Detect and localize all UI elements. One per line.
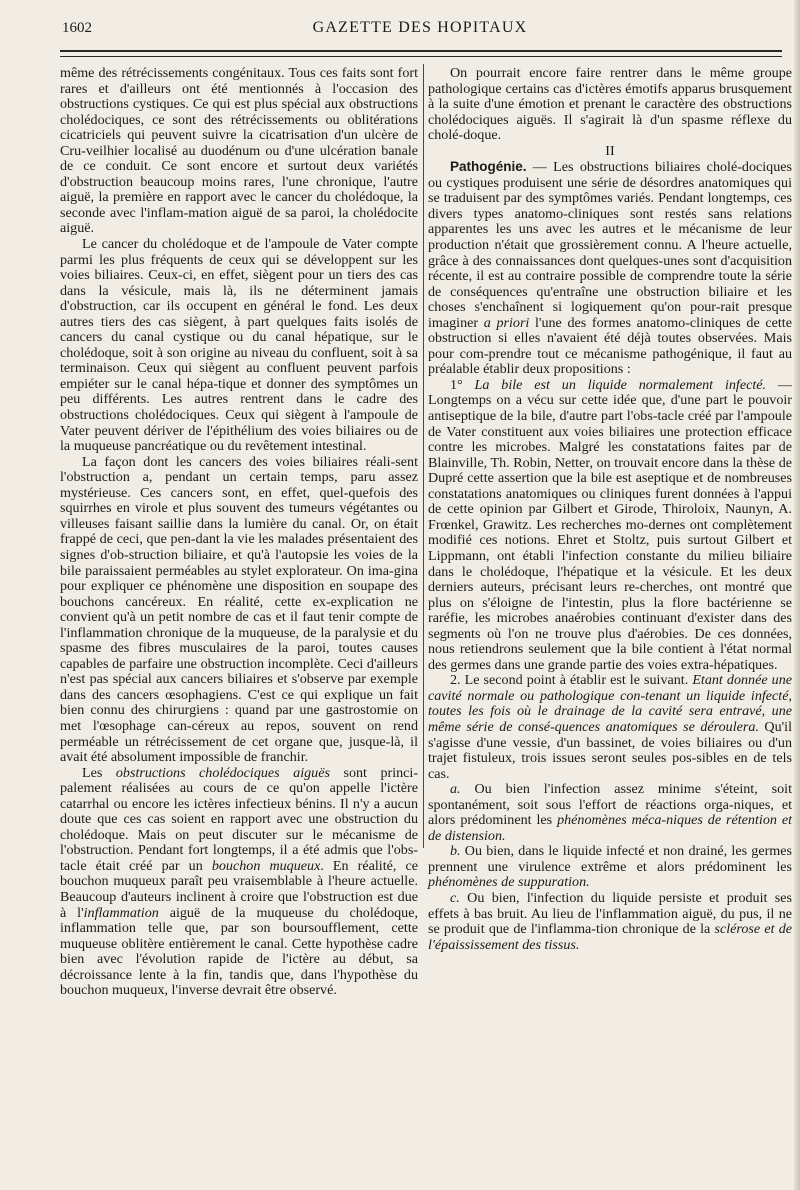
list-label: b.	[450, 843, 461, 860]
paragraph	[428, 159, 792, 378]
header-rule-thick	[60, 50, 782, 52]
paragraph: La façon dont les cancers des voies biliaires réali-sent l'obstruction a, pendant un certain temps, paru assez mystérieuse. Ces cancers sont, en effet, quel-quefois des squirrhes en virole et plus souvent des tumeurs végétantes ou villeuses faisant saillie dans la lumière du canal. Or, on était frappé de ceci, que pen-dant la vie les malades présentaient des signes d'ob-struction biliaire, et qu'à l'autopsie les voies de la bile paraissaient perméables au stylet explorateur. On ima-gina pour expliquer ce phénomène une disposition en soupape des bouchons cancéreux. En réalité, cette ex-explication ne convient qu'à un petit nombre de cas et il faut tenir compte de l'inflammation chronique de la muqueuse, de la paralysie et du spasme des fibres musculaires de la paroi, toutes causes capables de parfaire une obstruction incomplète. Ceci d'ailleurs n'est pas spécial aux cancers biliaires et s'observe par exemple dans des cancers œsophagiens. C'est ce qui explique un fait bien connu des chirurgiens : quand par une gastrostomie on met l'œsophage can-céreux au repos, souvent on rend perméable un rétrécissement de cet organe que, jusque-là, il avait été absolument impossible de franchir.	[60, 453, 418, 766]
emphasis: bouchon muqueux	[211, 857, 321, 874]
paragraph: On pourrait encore faire rentrer dans le même groupe pathologique certains cas d'ictères émotifs apparus brusquement à la suite d'une émotion et prenant le caractère des obstructions cholédociques aiguës. Il s'agirait là d'un spasme réflexe du cholé-doque.	[428, 65, 792, 144]
emphasis: sclérose et de l'épaississement des tissus.	[428, 921, 793, 953]
page-number: 1602	[62, 20, 92, 36]
text-run: Ou bien, dans le liquide infecté et non drainé, les germes prennent une virulence extrême et alors prédominent les	[428, 843, 792, 875]
emphasis: phénomènes méca-niques de rétention et de distension.	[428, 812, 793, 844]
paragraph	[428, 782, 792, 844]
section-heading: Pathogénie.	[450, 159, 527, 175]
journal-title: GAZETTE DES HOPITAUX	[312, 19, 528, 36]
paragraph	[428, 844, 792, 891]
header-rule-thin	[60, 56, 782, 57]
text-run: aiguë de la muqueuse du cholédoque, inflammation telle que, par son boursoufflement, cette muqueuse oblitère entièrement le canal. Cette hypothèse cadre bien avec l'évolution rapide de l'ictère au début, sa décroissance lente à la fin, tandis que, dans l'hypothèse du bouchon muqueux, l'inverse devrait être observé.	[60, 904, 418, 999]
emphasis: obstructions cholédociques aiguës	[115, 764, 330, 781]
left-column	[60, 66, 418, 999]
paragraph	[428, 378, 792, 673]
text-run: Ou bien l'infection assez minime s'éteint, soit spontanément, soit sous l'effort de réactions orga-niques, et alors prédominent les	[428, 781, 792, 829]
emphasis: a priori	[483, 314, 530, 331]
text-run: 2. Le second point à établir est le suivant.	[450, 672, 693, 689]
text-run: Ou bien, l'infection du liquide persiste et produit ses effets à bas bruit. Au lieu de l'inflammation aiguë, du pus, il ne se produit que de l'inflamma-tion chronique de la	[428, 889, 792, 938]
text-run: l'une des formes anatomo-cliniques de cette obstruction si elles n'avaient été déjà toutes observées. Mais pour com-prendre tout ce mécanisme pathogénique, il faut au préalable établir deux propositions :	[428, 314, 792, 378]
page-header	[62, 20, 778, 46]
section-number: II	[605, 142, 615, 159]
text-run: Qu'il s'agisse d'une vessie, d'un bassinet, de voies biliaires ou d'un trajet fistuleux, trois issues seront seules pos-sibles en de tels cas.	[428, 718, 792, 782]
right-column	[428, 66, 792, 953]
text-run: . En réalité, ce bouchon muqueux paraît peu vraisemblable à l'heure actuelle. Beaucoup d'auteurs inclinent à croire que l'obstruction est due à l'	[60, 857, 418, 921]
text-run: — Les obstructions biliaires cholé-dociques ou cystiques produisent une série de désordres anatomiques qui se traduisent par des symptômes variés. Pendant longtemps, ces divers types anatomo-cliniques sont restés sans relations apparentes les uns avec les autres et le mécanisme de leur production n'était que grossièrement connu. A l'heure actuelle, grâce à des connaissances dont quelques-unes sont d'acquisition récente, il est au contraire possible de comprendre toute la série de conséquences qu'entraîne une obstruction biliaire et les choses s'enchaînent si logiquement qu'on pour-rait presque imaginer	[428, 159, 792, 331]
text-run: — Longtemps on a vécu sur cette idée que, d'une part le pouvoir antiseptique de la bile, d'autre part l'obs-tacle créé par l'ampoule de Vater constituent aux voies biliaires une protection efficace contre les microbes. Malgré les constatations faites par de Blainville, Th. Robin, Netter, on trouvait encore dans la thèse de Dupré cette assertion que la bile est aseptique et de nombreuses constatations anatomiques ou cliniques furent données à l'appui de cette opinion par Gilbert et Girode, Thiroloix, Naunyn, A. Frœnkel, Grawitz. Les recherches mo-dernes ont complètement modifié ces notions. Ehret et Stoltz, puis surtout Gilbert et Lippmann, ont établi l'infection constante du milieu biliaire dans le cholédoque, l'hépatique et la vésicule. Et les deux derniers auteurs, précisant leurs re-cherches, ont montré que plus on s'éloigne de l'intestin, plus la flore bactérienne se raréfie, les microbes anaérobies continuant d'exister dans des segments où l'on ne trouve plus d'aérobies. De ces données, nous retiendrons seulement que la bile contient à l'état normal des germes dans une grande partie des voies extra-hépatiques.	[428, 376, 792, 673]
paragraph	[428, 673, 792, 782]
column-divider	[423, 64, 424, 848]
paragraph	[60, 766, 418, 999]
text-run: 1°	[450, 376, 475, 393]
paragraph: même des rétrécissements congénitaux. Tous ces faits sont fort rares et d'ailleurs ont été mentionnés à l'occasion des obstructions cystiques. Ce qui est plus spécial aux obstructions cholédociques, ce sont des rétrécissements ou oblitérations cicatriciels qui peuvent suivre la cicatrisation d'un ulcère de Cru-veilhier localisé au duodénum ou d'une ulcération banale de ce conduit. Ce sont encore et surtout deux variétés d'obstruction beaucoup moins rares, l'une chronique, l'autre aiguë, la première en rapport avec le cancer du cholédoque, la seconde avec l'inflam-mation aiguë de sa paroi, la cholédocite aiguë.	[60, 65, 418, 237]
list-label: a.	[450, 781, 461, 798]
list-label: c.	[450, 889, 460, 906]
emphasis: inflammation	[83, 904, 159, 921]
emphasis: Etant donnée une cavité normale ou pathologique con-tenant un liquide infecté, toutes les fois où le drainage de la cavité sera entravé, une même série de consé-quences anatomiques se déroulera.	[428, 672, 792, 735]
paragraph: Le cancer du cholédoque et de l'ampoule de Vater compte parmi les plus fréquents de ceux qui se développent sur les voies biliaires. Ceux-ci, en effet, siègent pour un tiers des cas dans la vésicule, mais là, ils ne déterminent jamais d'obstruction, car ils occupent en général le fond. Les deux autres tiers des cas siègent, à part quelques faits isolés de cancers du canal cystique ou du canal hépatique, sur le cholédoque, soit à son origine au niveau du confluent, soit à sa terminaison. Ceux qui siègent au confluent peuvent parfois empiéter sur le canal hépa-tique et donner des symptômes un peu différents. Les autres rentrent dans le cadre des obstructions cholédociques. Ceux qui siègent à l'ampoule de Vater peuvent dériver de l'épithélium des voies biliaires ou de la muqueuse pancréatique ou du revêtement intestinal.	[60, 236, 418, 455]
text-run: sont princi-palement réalisées au cours de ce qu'on appelle l'ictère catarrhal ou encore les ictères infectieux bénins. Il n'y a aucun doute que ces cas soient en rapport avec une obstruction du cholédoque. Mais on peut discuter sur le mécanisme de l'obstruction. Pendant fort longtemps, il a été admis que l'obs-tacle était créé par un	[60, 764, 419, 874]
emphasis: La bile est un liquide normalement infecté.	[474, 376, 767, 393]
page-edge	[794, 0, 800, 1190]
text-run: Les	[82, 764, 116, 781]
emphasis: phénomènes de suppuration.	[428, 874, 590, 891]
paragraph	[428, 891, 792, 953]
